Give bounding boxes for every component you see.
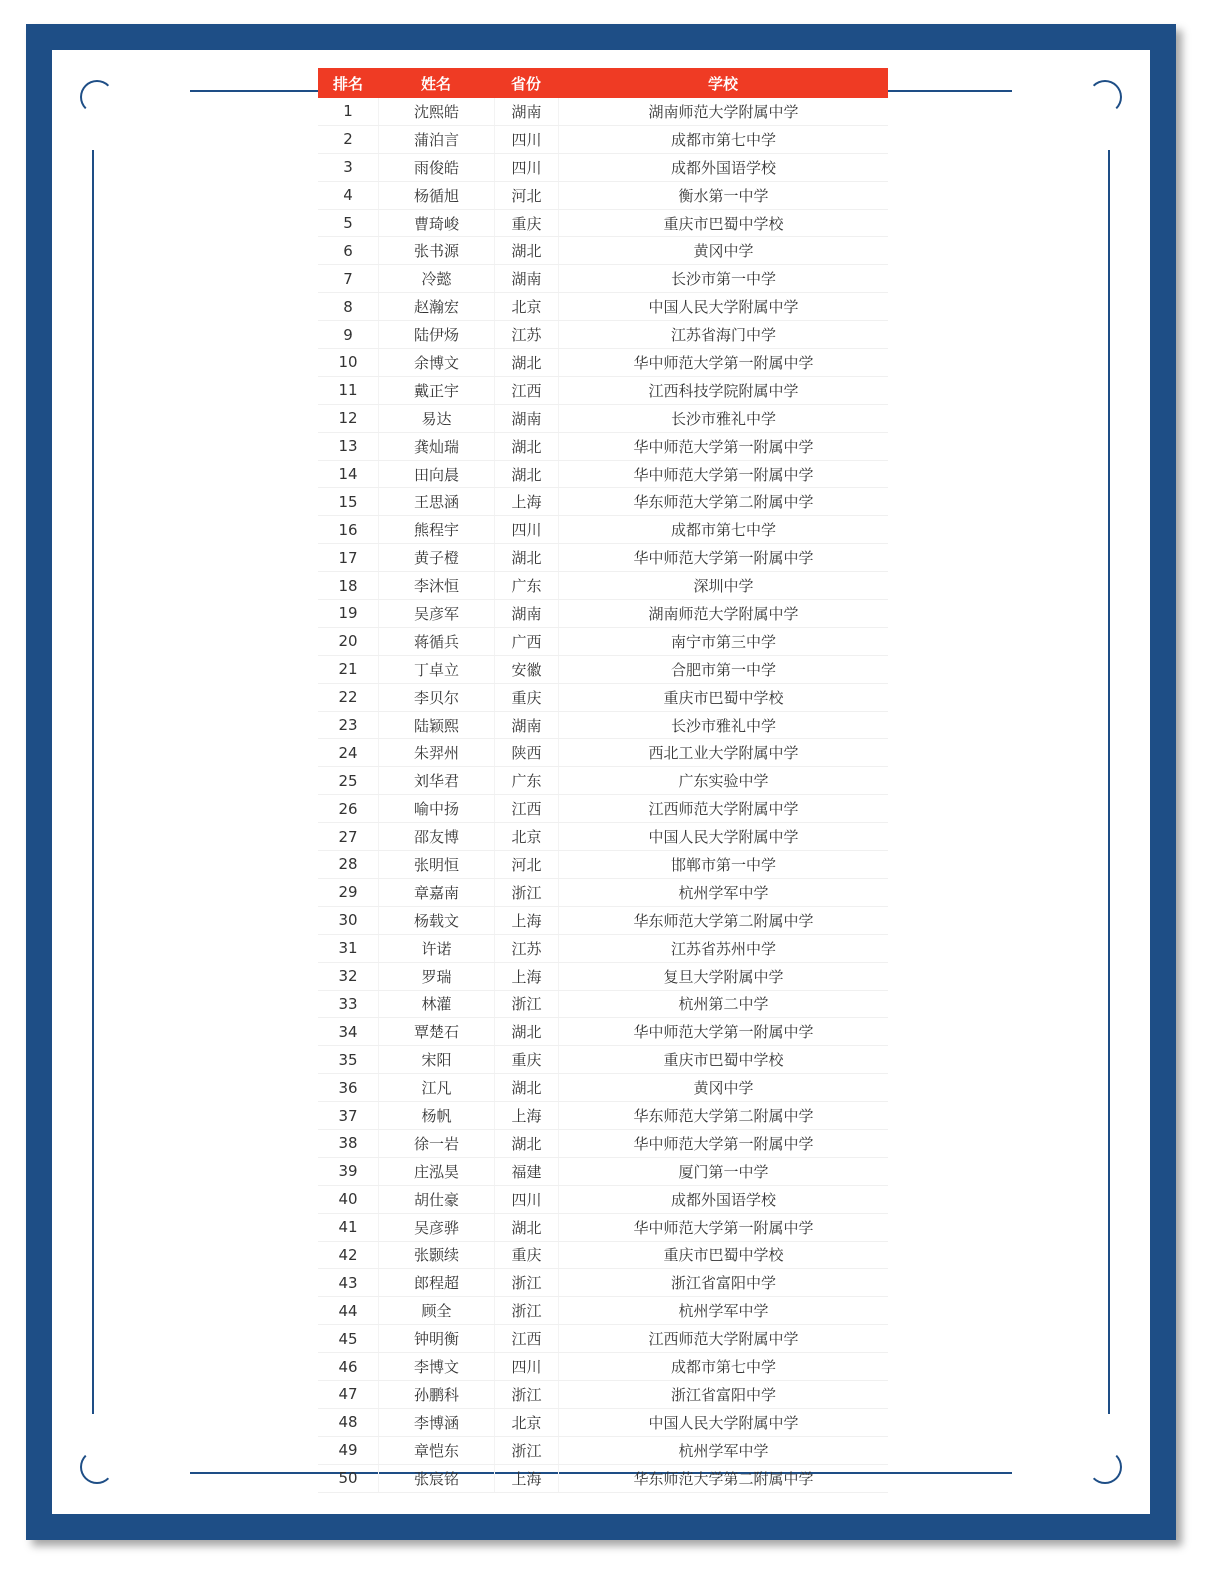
cell-name: 李博涵: [378, 1409, 494, 1436]
cell-school: 南宁市第三中学: [558, 628, 888, 655]
cell-name: 覃楚石: [378, 1018, 494, 1045]
cell-school: 中国人民大学附属中学: [558, 1409, 888, 1436]
cell-name: 杨帆: [378, 1102, 494, 1129]
cell-province: 四川: [494, 1186, 558, 1213]
cell-name: 张书源: [378, 237, 494, 264]
table-row: [318, 712, 888, 740]
cell-rank: 22: [338, 688, 358, 707]
cell-name: 丁卓立: [378, 656, 494, 683]
cell-province: 湖南: [494, 265, 558, 292]
cell-school: 中国人民大学附属中学: [558, 293, 888, 320]
cell-school: 湖南师范大学附属中学: [558, 98, 888, 125]
cell-school: 长沙市雅礼中学: [558, 712, 888, 739]
cell-school: 华东师范大学第二附属中学: [558, 1465, 888, 1492]
cell-rank: 42: [338, 1245, 358, 1264]
table-row: [318, 823, 888, 851]
cell-rank: 15: [338, 492, 358, 511]
cell-school: 成都市第七中学: [558, 126, 888, 153]
table-row: [318, 1409, 888, 1437]
table-row: [318, 1102, 888, 1130]
cell-province: 北京: [494, 1409, 558, 1436]
cell-school: 重庆市巴蜀中学校: [558, 1046, 888, 1073]
cell-rank: 50: [338, 1469, 358, 1488]
cell-province: 四川: [494, 1353, 558, 1380]
cell-province: 四川: [494, 126, 558, 153]
table-row: [318, 98, 888, 126]
cell-name: 李沐恒: [378, 572, 494, 599]
cell-name: 郎程超: [378, 1269, 494, 1296]
ornament-curl-icon: [80, 80, 114, 114]
table-row: [318, 879, 888, 907]
cell-rank: 29: [338, 883, 358, 902]
cell-school: 杭州第二中学: [558, 991, 888, 1018]
cell-school: 成都市第七中学: [558, 516, 888, 543]
table-row: [318, 1186, 888, 1214]
table-row: [318, 265, 888, 293]
cell-province: 湖北: [494, 1018, 558, 1045]
cell-rank: 36: [338, 1078, 358, 1097]
cell-rank: 9: [343, 325, 353, 344]
cell-school: 江西师范大学附属中学: [558, 795, 888, 822]
table-row: [318, 795, 888, 823]
header-school: 学校: [707, 74, 738, 93]
cell-name: 朱羿州: [378, 739, 494, 766]
cell-rank: 7: [343, 269, 353, 288]
cell-school: 成都外国语学校: [558, 1186, 888, 1213]
cell-school: 华中师范大学第一附属中学: [558, 544, 888, 571]
cell-rank: 6: [343, 241, 353, 260]
table-row: [318, 1353, 888, 1381]
cell-school: 华东师范大学第二附属中学: [558, 1102, 888, 1129]
cell-name: 吴彦军: [378, 600, 494, 627]
table-row: [318, 1214, 888, 1242]
cell-rank: 47: [338, 1385, 358, 1404]
table-row: [318, 182, 888, 210]
table-row: [318, 572, 888, 600]
cell-name: 徐一岩: [378, 1130, 494, 1157]
cell-rank: 43: [338, 1273, 358, 1292]
cell-rank: 18: [338, 576, 358, 595]
table-row: [318, 210, 888, 238]
cell-school: 厦门第一中学: [558, 1158, 888, 1185]
cell-rank: 30: [338, 911, 358, 930]
cell-rank: 38: [338, 1134, 358, 1153]
cell-province: 上海: [494, 1102, 558, 1129]
table-row: [318, 1325, 888, 1353]
table-row: [318, 544, 888, 572]
cell-rank: 31: [338, 939, 358, 958]
cell-rank: 41: [338, 1218, 358, 1237]
cell-province: 重庆: [494, 210, 558, 237]
cell-school: 重庆市巴蜀中学校: [558, 684, 888, 711]
cell-rank: 12: [338, 409, 358, 428]
cell-rank: 20: [338, 632, 358, 651]
table-row: [318, 851, 888, 879]
cell-school: 浙江省富阳中学: [558, 1269, 888, 1296]
cell-province: 江苏: [494, 321, 558, 348]
table-row: [318, 154, 888, 182]
cell-province: 江西: [494, 795, 558, 822]
cell-name: 王思涵: [378, 488, 494, 515]
cell-name: 黄子橙: [378, 544, 494, 571]
cell-rank: 27: [338, 827, 358, 846]
cell-school: 华中师范大学第一附属中学: [558, 1130, 888, 1157]
cell-province: 浙江: [494, 1269, 558, 1296]
cell-name: 张宸铭: [378, 1465, 494, 1492]
table-row: [318, 1381, 888, 1409]
header-province: 省份: [510, 74, 541, 93]
cell-province: 福建: [494, 1158, 558, 1185]
cell-province: 陕西: [494, 739, 558, 766]
cell-rank: 25: [338, 771, 358, 790]
cell-name: 沈熙皓: [378, 98, 494, 125]
cell-name: 章恺东: [378, 1437, 494, 1464]
cell-name: 李贝尔: [378, 684, 494, 711]
table-row: [318, 321, 888, 349]
cell-name: 江凡: [378, 1074, 494, 1101]
cell-school: 成都市第七中学: [558, 1353, 888, 1380]
cell-province: 上海: [494, 488, 558, 515]
table-row: [318, 377, 888, 405]
cell-rank: 49: [338, 1441, 358, 1460]
table-row: [318, 767, 888, 795]
cell-rank: 46: [338, 1357, 358, 1376]
cell-school: 邯郸市第一中学: [558, 851, 888, 878]
cell-school: 杭州学军中学: [558, 1297, 888, 1324]
table-row: [318, 516, 888, 544]
cell-province: 上海: [494, 963, 558, 990]
table-row: [318, 907, 888, 935]
cell-name: 许诺: [378, 935, 494, 962]
cell-school: 深圳中学: [558, 572, 888, 599]
cell-province: 北京: [494, 293, 558, 320]
table-row: [318, 1437, 888, 1465]
cell-school: 江西科技学院附属中学: [558, 377, 888, 404]
cell-rank: 35: [338, 1050, 358, 1069]
cell-name: 李博文: [378, 1353, 494, 1380]
cell-province: 湖南: [494, 98, 558, 125]
cell-name: 刘华君: [378, 767, 494, 794]
cell-school: 华中师范大学第一附属中学: [558, 1018, 888, 1045]
header-rank: 排名: [332, 74, 363, 93]
cell-province: 湖北: [494, 1130, 558, 1157]
cell-name: 张明恒: [378, 851, 494, 878]
table-row: [318, 1297, 888, 1325]
table-row: [318, 991, 888, 1019]
cell-province: 江西: [494, 1325, 558, 1352]
table-body: [318, 98, 888, 1493]
cell-school: 江苏省苏州中学: [558, 935, 888, 962]
cell-school: 衡水第一中学: [558, 182, 888, 209]
cell-school: 杭州学军中学: [558, 879, 888, 906]
cell-rank: 37: [338, 1106, 358, 1125]
cell-rank: 28: [338, 855, 358, 874]
table-row: [318, 1018, 888, 1046]
table-row: [318, 963, 888, 991]
table-row: [318, 739, 888, 767]
cell-name: 邵友博: [378, 823, 494, 850]
cell-province: 重庆: [494, 1242, 558, 1269]
cell-name: 章嘉南: [378, 879, 494, 906]
cell-school: 广东实验中学: [558, 767, 888, 794]
cell-province: 湖南: [494, 600, 558, 627]
cell-school: 浙江省富阳中学: [558, 1381, 888, 1408]
table-row: [318, 1465, 888, 1493]
ornament-curl-icon: [1088, 80, 1122, 114]
cell-rank: 24: [338, 743, 358, 762]
cell-rank: 14: [338, 465, 358, 484]
cell-school: 西北工业大学附属中学: [558, 739, 888, 766]
ornament-curl-icon: [80, 1450, 114, 1484]
cell-province: 湖南: [494, 712, 558, 739]
cell-province: 浙江: [494, 991, 558, 1018]
cell-rank: 34: [338, 1022, 358, 1041]
cell-name: 庄泓昊: [378, 1158, 494, 1185]
ranking-table: [318, 68, 888, 1493]
ornament-line-left: [92, 150, 94, 1414]
cell-rank: 5: [343, 214, 353, 232]
cell-name: 戴正宇: [378, 377, 494, 404]
cell-name: 杨循旭: [378, 182, 494, 209]
table-row: [318, 1242, 888, 1270]
cell-province: 广东: [494, 767, 558, 794]
cell-rank: 33: [338, 994, 358, 1013]
table-row: [318, 405, 888, 433]
cell-rank: 8: [343, 297, 353, 316]
cell-rank: 32: [338, 967, 358, 986]
cell-rank: 13: [338, 437, 358, 456]
table-row: [318, 1074, 888, 1102]
cell-province: 湖北: [494, 1074, 558, 1101]
cell-province: 四川: [494, 154, 558, 181]
table-row: [318, 237, 888, 265]
cell-name: 田向晨: [378, 461, 494, 488]
cell-province: 广东: [494, 572, 558, 599]
cell-province: 湖北: [494, 461, 558, 488]
cell-province: 重庆: [494, 684, 558, 711]
cell-rank: 1: [343, 102, 353, 121]
cell-school: 黄冈中学: [558, 1074, 888, 1101]
cell-school: 华东师范大学第二附属中学: [558, 488, 888, 515]
cell-rank: 11: [338, 381, 358, 400]
cell-province: 浙江: [494, 1297, 558, 1324]
table-row: [318, 935, 888, 963]
cell-name: 陆颖熙: [378, 712, 494, 739]
cell-rank: 40: [338, 1190, 358, 1209]
cell-school: 华东师范大学第二附属中学: [558, 907, 888, 934]
cell-rank: 48: [338, 1413, 358, 1432]
cell-rank: 4: [343, 186, 353, 205]
table-row: [318, 433, 888, 461]
cell-school: 长沙市雅礼中学: [558, 405, 888, 432]
cell-name: 罗瑞: [378, 963, 494, 990]
cell-rank: 2: [343, 130, 353, 149]
cell-name: 蒋循兵: [378, 628, 494, 655]
cell-rank: 45: [338, 1329, 358, 1348]
table-row: [318, 293, 888, 321]
cell-school: 黄冈中学: [558, 237, 888, 264]
cell-province: 浙江: [494, 1437, 558, 1464]
cell-name: 吴彦骅: [378, 1214, 494, 1241]
cell-rank: 21: [338, 660, 358, 679]
cell-province: 重庆: [494, 1046, 558, 1073]
cell-name: 顾全: [378, 1297, 494, 1324]
cell-rank: 39: [338, 1162, 358, 1181]
cell-province: 湖北: [494, 1214, 558, 1241]
table-row: [318, 1269, 888, 1297]
table-row: [318, 1158, 888, 1186]
cell-school: 华中师范大学第一附属中学: [558, 461, 888, 488]
ornament-curl-icon: [1088, 1450, 1122, 1484]
header-name: 姓名: [420, 74, 451, 93]
cell-province: 湖南: [494, 405, 558, 432]
cell-name: 蒲泊言: [378, 126, 494, 153]
table-row: [318, 656, 888, 684]
cell-school: 华中师范大学第一附属中学: [558, 349, 888, 376]
cell-school: 成都外国语学校: [558, 154, 888, 181]
cell-name: 杨载文: [378, 907, 494, 934]
table-row: [318, 488, 888, 516]
cell-rank: 17: [338, 548, 358, 567]
cell-name: 易达: [378, 405, 494, 432]
cell-name: 曹琦峻: [378, 210, 494, 237]
table-row: [318, 684, 888, 712]
cell-rank: 44: [338, 1301, 358, 1320]
table-row: [318, 1130, 888, 1158]
cell-province: 四川: [494, 516, 558, 543]
cell-school: 杭州学军中学: [558, 1437, 888, 1464]
cell-rank: 26: [338, 799, 358, 818]
table-row: [318, 600, 888, 628]
cell-province: 上海: [494, 907, 558, 934]
cell-school: 合肥市第一中学: [558, 656, 888, 683]
cell-name: 宋阳: [378, 1046, 494, 1073]
table-row: [318, 349, 888, 377]
cell-province: 上海: [494, 1465, 558, 1492]
cell-name: 龚灿瑞: [378, 433, 494, 460]
cell-name: 雨俊皓: [378, 154, 494, 181]
cell-name: 喻中扬: [378, 795, 494, 822]
cell-name: 赵瀚宏: [378, 293, 494, 320]
cell-province: 江西: [494, 377, 558, 404]
cell-province: 湖北: [494, 544, 558, 571]
cell-province: 河北: [494, 851, 558, 878]
cell-school: 重庆市巴蜀中学校: [558, 210, 888, 237]
cell-name: 胡仕豪: [378, 1186, 494, 1213]
cell-rank: 3: [343, 158, 353, 177]
cell-province: 安徽: [494, 656, 558, 683]
cell-name: 陆伊炀: [378, 321, 494, 348]
cell-rank: 16: [338, 520, 358, 539]
cell-school: 江苏省海门中学: [558, 321, 888, 348]
cell-school: 中国人民大学附属中学: [558, 823, 888, 850]
cell-province: 广西: [494, 628, 558, 655]
cell-province: 湖北: [494, 433, 558, 460]
cell-province: 江苏: [494, 935, 558, 962]
cell-school: 江西师范大学附属中学: [558, 1325, 888, 1352]
cell-rank: 23: [338, 716, 358, 735]
cell-province: 浙江: [494, 1381, 558, 1408]
table-row: [318, 126, 888, 154]
cell-school: 长沙市第一中学: [558, 265, 888, 292]
cell-province: 湖北: [494, 237, 558, 264]
cell-school: 华中师范大学第一附属中学: [558, 433, 888, 460]
cell-name: 孙鹏科: [378, 1381, 494, 1408]
cell-school: 复旦大学附属中学: [558, 963, 888, 990]
table-header: [318, 68, 888, 98]
table-row: [318, 461, 888, 489]
cell-name: 余博文: [378, 349, 494, 376]
cell-rank: 10: [338, 353, 358, 372]
cell-school: 重庆市巴蜀中学校: [558, 1242, 888, 1269]
cell-province: 河北: [494, 182, 558, 209]
cell-name: 钟明衡: [378, 1325, 494, 1352]
cell-name: 林灌: [378, 991, 494, 1018]
cell-province: 北京: [494, 823, 558, 850]
cell-school: 华中师范大学第一附属中学: [558, 1214, 888, 1241]
cell-province: 浙江: [494, 879, 558, 906]
cell-name: 张颢续: [378, 1242, 494, 1269]
ornament-line-right: [1108, 150, 1110, 1414]
cell-name: 熊程宇: [378, 516, 494, 543]
cell-name: 冷懿: [378, 265, 494, 292]
table-row: [318, 628, 888, 656]
cell-rank: 19: [338, 604, 358, 623]
cell-province: 湖北: [494, 349, 558, 376]
cell-school: 湖南师范大学附属中学: [558, 600, 888, 627]
table-row: [318, 1046, 888, 1074]
